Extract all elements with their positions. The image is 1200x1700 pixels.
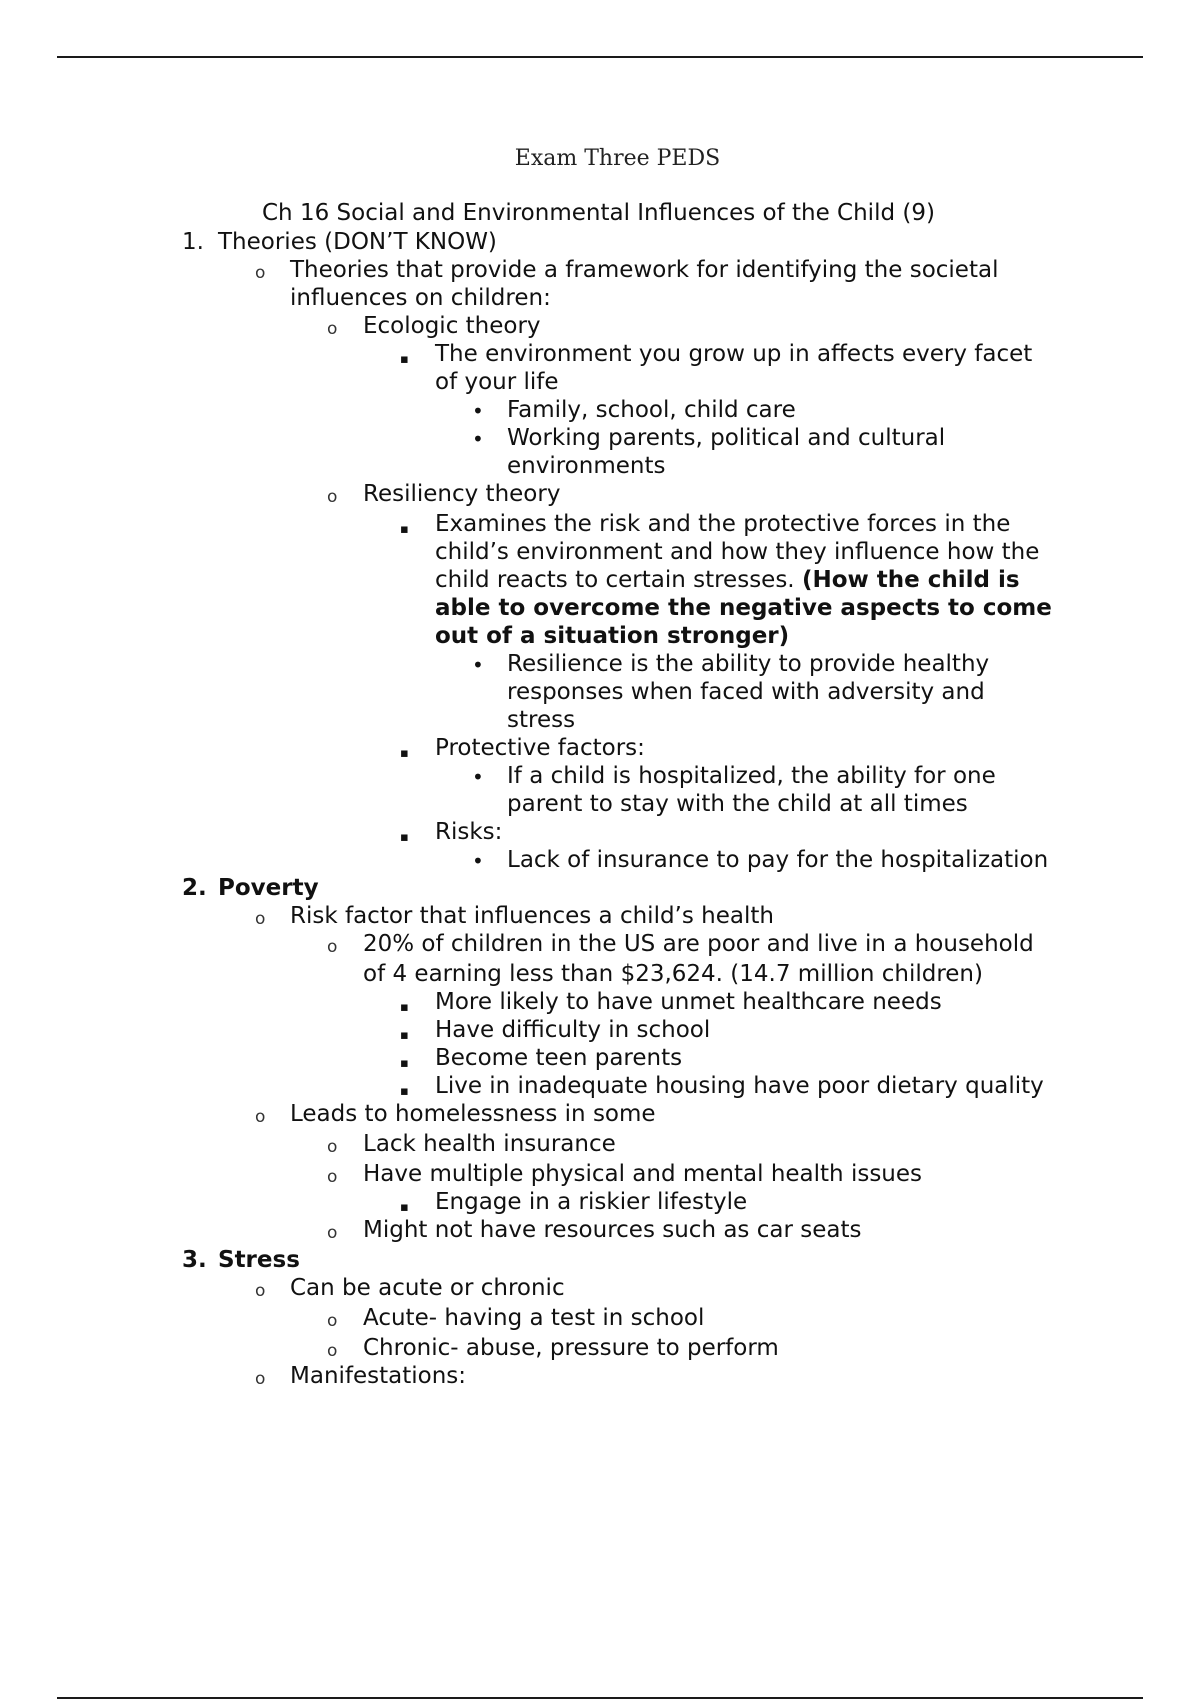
list-item-cont [0,960,1200,988]
item-text: Risk factor that influences a child’s health [290,903,774,929]
list-item [0,480,1200,510]
item-text: The environment you grow up in affects every facet [435,341,1033,367]
item-text: child’s environment and how they influence how the [435,539,1040,565]
square-bullet-icon: ▪ [400,1028,409,1043]
list-item [0,1304,1200,1334]
circle-bullet-icon: o [255,1369,266,1389]
item-text-bold: able to overcome the negative aspects to come [435,595,1052,621]
outline [0,228,1200,1390]
list-item-cont [0,790,1200,818]
item-text: of 4 earning less than $23,624. (14.7 million children) [363,961,983,987]
section-heading-text: Stress [218,1247,300,1273]
section-number: 2. [182,875,207,901]
list-item [0,1188,1200,1216]
square-bullet-icon: ▪ [400,1200,409,1215]
item-text: responses when faced with adversity and [507,679,985,705]
list-item [0,256,1200,284]
item-text: Leads to homelessness in some [290,1101,656,1127]
circle-bullet-icon: o [327,1223,338,1243]
list-item-cont [0,622,1200,650]
section-3-heading [0,1246,1200,1274]
list-item [0,1160,1200,1188]
item-text-bold: out of a situation stronger) [435,623,790,649]
section-number: 1. [182,229,204,255]
item-text: 20% of children in the US are poor and live in a household [363,931,1034,957]
item-text: Engage in a riskier lifestyle [435,1189,748,1215]
item-text [435,566,1020,594]
item-text: Have multiple physical and mental health issues [363,1161,923,1187]
list-item [0,1216,1200,1246]
list-item [0,424,1200,452]
list-item [0,762,1200,790]
item-text: Chronic- abuse, pressure to perform [363,1335,779,1361]
circle-bullet-icon: o [255,263,266,283]
chapter-title: Ch 16 Social and Environmental Influences of the Child (9) [262,200,935,226]
item-text: Live in inadequate housing have poor dietary quality [435,1073,1044,1099]
item-text-bold: (How the child is [801,567,1020,593]
list-item [0,396,1200,424]
item-text: stress [507,707,576,733]
circle-bullet-icon: o [327,1341,338,1361]
item-text: Theories that provide a framework for identifying the societal [290,257,999,283]
item-text: Acute- having a test in school [363,1305,705,1331]
square-bullet-icon: ▪ [400,1084,409,1099]
list-item-cont [0,284,1200,312]
item-text: Lack health insurance [363,1131,616,1157]
item-text: Resiliency theory [363,481,561,507]
circle-bullet-icon: o [327,487,338,507]
list-item [0,1362,1200,1390]
dot-bullet-icon: • [472,399,484,423]
section-heading-text: Poverty [218,875,319,901]
circle-bullet-icon: o [255,1281,266,1301]
list-item [0,340,1200,368]
document-title: Exam Three PEDS [514,146,721,171]
list-item-cont [0,566,1200,594]
list-item-cont [0,452,1200,480]
item-text: Family, school, child care [507,397,796,423]
item-text: Can be acute or chronic [290,1275,565,1301]
list-item [0,930,1200,960]
item-text: Become teen parents [435,1045,683,1071]
list-item-cont [0,706,1200,734]
dot-bullet-icon: • [472,765,484,789]
top-rule [57,56,1143,58]
list-item [0,510,1200,538]
circle-bullet-icon: o [327,1167,338,1187]
list-item-cont [0,594,1200,622]
dot-bullet-icon: • [472,653,484,677]
item-text: Ecologic theory [363,313,541,339]
list-item [0,846,1200,874]
item-text: Resilience is the ability to provide healthy [507,651,990,677]
item-text: Working parents, political and cultural [507,425,946,451]
section-2-heading [0,874,1200,902]
section-number: 3. [182,1247,207,1273]
list-item [0,1072,1200,1100]
list-item-cont [0,678,1200,706]
item-text: environments [507,453,666,479]
list-item [0,902,1200,930]
list-item [0,1016,1200,1044]
circle-bullet-icon: o [327,319,338,339]
square-bullet-icon: ▪ [400,746,409,761]
circle-bullet-icon: o [255,1107,266,1127]
item-text: Risks: [435,819,503,845]
item-text: If a child is hospitalized, the ability for one [507,763,996,789]
section-heading-text: Theories (DON’T KNOW) [218,229,497,255]
square-bullet-icon: ▪ [400,522,409,537]
bottom-rule [57,1697,1143,1699]
item-text: Manifestations: [290,1363,467,1389]
item-text: parent to stay with the child at all times [507,791,968,817]
section-1-heading [0,228,1200,256]
list-item [0,734,1200,762]
dot-bullet-icon: • [472,427,484,451]
list-item [0,1274,1200,1304]
list-item [0,818,1200,846]
item-text: Protective factors: [435,735,645,761]
item-text-plain: child reacts to certain stresses. [435,567,802,593]
item-text: Examines the risk and the protective forces in the [435,511,1011,537]
circle-bullet-icon: o [327,1137,338,1157]
list-item [0,1044,1200,1072]
list-item [0,988,1200,1016]
item-text: More likely to have unmet healthcare needs [435,989,942,1015]
list-item-cont [0,538,1200,566]
item-text: influences on children: [290,285,551,311]
circle-bullet-icon: o [327,937,338,957]
square-bullet-icon: ▪ [400,830,409,845]
item-text: Lack of insurance to pay for the hospitalization [507,847,1049,873]
list-item [0,1100,1200,1130]
item-text: Have difficulty in school [435,1017,711,1043]
list-item [0,312,1200,340]
list-item [0,1130,1200,1160]
dot-bullet-icon: • [472,849,484,873]
item-text: of your life [435,369,559,395]
circle-bullet-icon: o [255,909,266,929]
square-bullet-icon: ▪ [400,1000,409,1015]
item-text: Might not have resources such as car seats [363,1217,862,1243]
square-bullet-icon: ▪ [400,352,409,367]
list-item [0,650,1200,678]
circle-bullet-icon: o [327,1311,338,1331]
square-bullet-icon: ▪ [400,1056,409,1071]
list-item [0,1334,1200,1362]
list-item-cont [0,368,1200,396]
